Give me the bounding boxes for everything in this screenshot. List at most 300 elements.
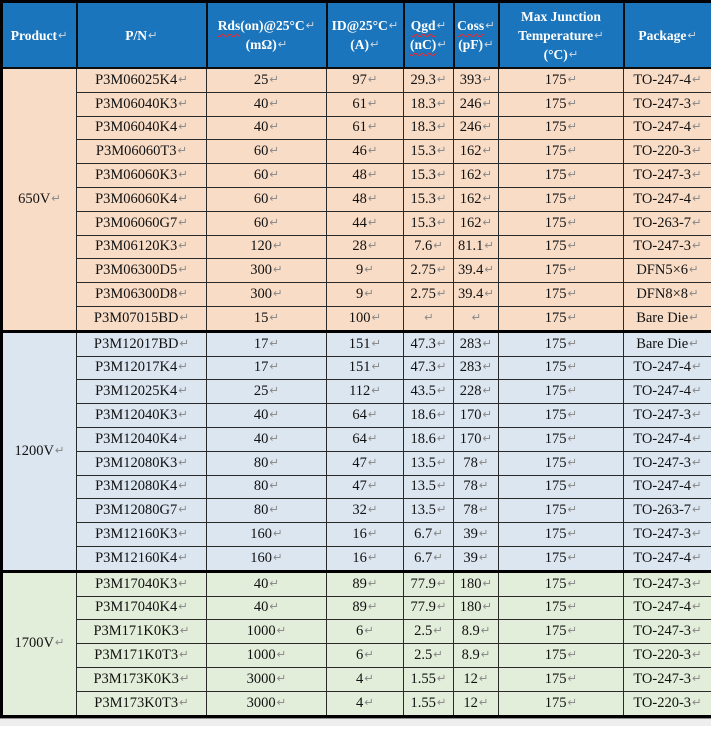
cell-coss xyxy=(454,451,499,475)
return-mark-icon: ↵ xyxy=(364,623,374,638)
cell-value: 170 xyxy=(459,430,482,447)
return-mark-icon: ↵ xyxy=(692,454,702,469)
cell-pn xyxy=(77,259,207,283)
cell-value: 151 xyxy=(348,335,371,352)
column-header-rds xyxy=(207,2,327,69)
return-mark-icon: ↵ xyxy=(269,359,280,374)
return-mark-icon: ↵ xyxy=(567,383,578,398)
return-mark-icon: ↵ xyxy=(436,383,447,398)
cell-value: 46 xyxy=(352,143,367,160)
cell-value: 120 xyxy=(250,238,273,255)
cell-package xyxy=(624,331,711,356)
return-mark-icon: ↵ xyxy=(276,670,287,685)
return-mark-icon: ↵ xyxy=(567,623,578,638)
cell-value: 175 xyxy=(544,309,567,326)
cell-value: TO-247-4 xyxy=(633,549,692,566)
cell-value: 112 xyxy=(349,383,371,400)
header-text: (A) xyxy=(350,37,370,52)
cell-value: 39 xyxy=(463,549,478,566)
return-mark-icon: ↵ xyxy=(178,575,188,590)
cell-temp xyxy=(499,451,624,475)
return-mark-icon: ↵ xyxy=(433,623,443,638)
cell-value: 32 xyxy=(352,502,367,519)
cell-rds xyxy=(207,306,327,331)
cell-value: 170 xyxy=(459,407,482,424)
table-row xyxy=(2,380,711,404)
cell-value: DFN8×8 xyxy=(636,286,689,303)
return-mark-icon: ↵ xyxy=(692,143,702,158)
cell-package xyxy=(624,235,711,259)
header-text: Temperature xyxy=(518,27,594,43)
cell-rds xyxy=(207,211,327,235)
product-group-label: 1700V xyxy=(14,635,54,652)
cell-value: 175 xyxy=(544,71,567,88)
return-mark-icon: ↵ xyxy=(269,478,280,493)
return-mark-icon: ↵ xyxy=(436,95,447,110)
cell-value: 40 xyxy=(253,430,269,447)
cell-temp xyxy=(499,596,624,620)
cell-package xyxy=(624,691,711,716)
cell-temp xyxy=(499,211,624,235)
return-mark-icon: ↵ xyxy=(692,670,702,685)
cell-value: 175 xyxy=(544,143,567,160)
cell-value: 175 xyxy=(544,286,567,303)
cell-package xyxy=(624,404,711,428)
spellcheck-underlined-text: Rds xyxy=(217,18,241,33)
cell-coss xyxy=(454,499,499,523)
cell-value: 40 xyxy=(253,575,269,592)
return-mark-icon: ↵ xyxy=(692,407,702,422)
cell-pn xyxy=(77,356,207,380)
cell-value: TO-247-4 xyxy=(633,190,692,207)
cell-value: P3M07015BD xyxy=(93,309,179,326)
return-mark-icon: ↵ xyxy=(567,454,578,469)
return-mark-icon: ↵ xyxy=(269,309,280,324)
return-mark-icon: ↵ xyxy=(692,502,702,517)
cell-coss xyxy=(454,283,499,307)
cell-rds xyxy=(207,475,327,499)
return-mark-icon: ↵ xyxy=(567,190,578,205)
cell-coss xyxy=(454,211,499,235)
return-mark-icon: ↵ xyxy=(482,407,493,422)
cell-idcur xyxy=(327,380,404,404)
cell-qgd xyxy=(404,667,454,691)
return-mark-icon: ↵ xyxy=(367,407,378,422)
cell-pn xyxy=(77,499,207,523)
cell-coss xyxy=(454,667,499,691)
cell-value: 175 xyxy=(544,238,567,255)
cell-value: 39 xyxy=(463,526,478,543)
cell-value: 78 xyxy=(463,454,478,471)
cell-temp xyxy=(499,68,624,92)
cell-idcur xyxy=(327,356,404,380)
return-mark-icon: ↵ xyxy=(367,71,378,86)
header-row xyxy=(2,2,711,69)
return-mark-icon: ↵ xyxy=(567,599,578,614)
cell-coss xyxy=(454,596,499,620)
return-mark-icon: ↵ xyxy=(276,647,287,662)
table-row xyxy=(2,235,711,259)
return-mark-icon: ↵ xyxy=(436,478,447,493)
return-mark-icon: ↵ xyxy=(388,18,399,32)
return-mark-icon: ↵ xyxy=(178,119,188,134)
cell-value: 6.7 xyxy=(414,526,433,543)
header-line xyxy=(456,35,497,54)
cell-qgd xyxy=(404,164,454,188)
return-mark-icon: ↵ xyxy=(148,27,158,42)
cell-coss xyxy=(454,571,499,596)
table-body xyxy=(2,68,711,716)
cell-value: 44 xyxy=(352,214,367,231)
cell-value: P3M12160K4 xyxy=(95,549,178,566)
return-mark-icon: ↵ xyxy=(689,286,699,301)
cell-value: P3M06060T3 xyxy=(95,143,177,160)
return-mark-icon: ↵ xyxy=(478,502,489,517)
return-mark-icon: ↵ xyxy=(692,71,702,86)
cell-pn xyxy=(77,380,207,404)
return-mark-icon: ↵ xyxy=(436,143,447,158)
return-mark-icon: ↵ xyxy=(482,359,493,374)
return-mark-icon: ↵ xyxy=(567,335,578,350)
cell-value: TO-247-3 xyxy=(633,454,692,471)
cell-value: 25 xyxy=(253,71,269,88)
return-mark-icon: ↵ xyxy=(433,526,443,541)
cell-value: P3M06025K4 xyxy=(95,71,178,88)
cell-value: 18.3 xyxy=(410,95,436,112)
return-mark-icon: ↵ xyxy=(178,478,188,493)
cell-rds xyxy=(207,571,327,596)
return-mark-icon: ↵ xyxy=(567,262,578,277)
cell-qgd xyxy=(404,523,454,547)
cell-idcur xyxy=(327,116,404,140)
cell-value: P3M12017BD xyxy=(93,335,179,352)
cell-pn xyxy=(77,427,207,451)
cell-temp xyxy=(499,116,624,140)
cell-rds xyxy=(207,499,327,523)
return-mark-icon: ↵ xyxy=(478,454,489,469)
cell-coss xyxy=(454,427,499,451)
cell-value: P3M06300D8 xyxy=(95,286,178,303)
return-mark-icon: ↵ xyxy=(433,238,443,253)
cell-value: 4 xyxy=(356,670,364,687)
return-mark-icon: ↵ xyxy=(364,670,374,685)
cell-coss xyxy=(454,404,499,428)
table-row xyxy=(2,404,711,428)
cell-value: 3000 xyxy=(246,670,276,687)
cell-idcur xyxy=(327,571,404,596)
cell-temp xyxy=(499,546,624,571)
return-mark-icon: ↵ xyxy=(692,623,702,638)
cell-value: 175 xyxy=(544,167,567,184)
cell-idcur xyxy=(327,620,404,644)
cell-rds xyxy=(207,187,327,211)
return-mark-icon: ↵ xyxy=(178,286,188,301)
cell-temp xyxy=(499,571,624,596)
cell-temp xyxy=(499,691,624,716)
return-mark-icon: ↵ xyxy=(179,694,189,709)
cell-coss xyxy=(454,140,499,164)
cell-value: 9 xyxy=(356,286,364,303)
cell-value: 17 xyxy=(253,335,269,352)
table-row xyxy=(2,523,711,547)
cell-value: 39.4 xyxy=(457,262,484,279)
cell-temp xyxy=(499,523,624,547)
cell-rds xyxy=(207,140,327,164)
cell-rds xyxy=(207,644,327,668)
cell-qgd xyxy=(404,68,454,92)
cell-value: 175 xyxy=(544,670,567,687)
cell-qgd xyxy=(404,691,454,716)
cell-value: TO-220-3 xyxy=(633,647,692,664)
cell-coss xyxy=(454,116,499,140)
page-bottom-strip xyxy=(0,718,711,726)
cell-value: 6 xyxy=(356,623,364,640)
cell-rds xyxy=(207,92,327,116)
cell-qgd xyxy=(404,116,454,140)
return-mark-icon: ↵ xyxy=(364,262,374,277)
header-text: Package xyxy=(638,27,687,43)
cell-value: 1.55 xyxy=(410,694,436,711)
cell-value: 283 xyxy=(459,335,482,352)
cell-coss xyxy=(454,68,499,92)
cell-value: 48 xyxy=(352,190,367,207)
return-mark-icon: ↵ xyxy=(692,238,702,253)
cell-coss xyxy=(454,331,499,356)
cell-value: 8.9 xyxy=(461,647,480,664)
cell-value: 89 xyxy=(352,599,367,616)
cell-value: Bare Die xyxy=(636,335,689,352)
return-mark-icon: ↵ xyxy=(567,71,578,86)
cell-value: 162 xyxy=(459,190,482,207)
cell-package xyxy=(624,546,711,571)
return-mark-icon: ↵ xyxy=(689,335,699,350)
cell-qgd xyxy=(404,427,454,451)
column-header-idcur xyxy=(327,2,404,69)
cell-temp xyxy=(499,620,624,644)
return-mark-icon: ↵ xyxy=(179,670,190,685)
return-mark-icon: ↵ xyxy=(484,37,494,51)
return-mark-icon: ↵ xyxy=(482,214,493,229)
cell-value: 47 xyxy=(352,478,367,495)
cell-pn xyxy=(77,571,207,596)
cell-value: 283 xyxy=(459,359,482,376)
cell-idcur xyxy=(327,331,404,356)
cell-qgd xyxy=(404,356,454,380)
column-header-package xyxy=(624,2,711,69)
return-mark-icon: ↵ xyxy=(567,286,578,301)
return-mark-icon: ↵ xyxy=(692,430,702,445)
table-row xyxy=(2,259,711,283)
cell-pn xyxy=(77,140,207,164)
cell-value: P3M12040K3 xyxy=(95,407,178,424)
product-group-label: 1200V xyxy=(14,442,54,459)
table-row xyxy=(2,667,711,691)
cell-temp xyxy=(499,140,624,164)
return-mark-icon: ↵ xyxy=(54,442,65,457)
cell-rds xyxy=(207,68,327,92)
return-mark-icon: ↵ xyxy=(178,214,188,229)
cell-value: 97 xyxy=(352,71,367,88)
cell-value: 175 xyxy=(544,526,567,543)
header-line xyxy=(406,35,452,54)
cell-value: TO-247-4 xyxy=(633,478,692,495)
cell-temp xyxy=(499,427,624,451)
cell-value: 175 xyxy=(544,407,567,424)
cell-rds xyxy=(207,546,327,571)
cell-value: 175 xyxy=(544,119,567,136)
spellcheck-underlined-text: (nC) xyxy=(410,37,437,52)
return-mark-icon: ↵ xyxy=(179,309,190,324)
cell-qgd xyxy=(404,546,454,571)
cell-value: 175 xyxy=(544,575,567,592)
return-mark-icon: ↵ xyxy=(484,238,494,253)
return-mark-icon: ↵ xyxy=(478,549,489,564)
cell-value: 13.5 xyxy=(410,454,436,471)
cell-value: TO-247-3 xyxy=(633,238,692,255)
table-row xyxy=(2,691,711,716)
return-mark-icon: ↵ xyxy=(273,549,283,564)
return-mark-icon: ↵ xyxy=(273,526,283,541)
header-text: (on)@25°C xyxy=(240,18,305,33)
cell-temp xyxy=(499,644,624,668)
cell-idcur xyxy=(327,140,404,164)
cell-package xyxy=(624,523,711,547)
cell-value: 175 xyxy=(544,647,567,664)
cell-temp xyxy=(499,164,624,188)
cell-coss xyxy=(454,164,499,188)
cell-value: 80 xyxy=(253,478,269,495)
cell-value: P3M06120K3 xyxy=(95,238,178,255)
return-mark-icon: ↵ xyxy=(178,71,188,86)
return-mark-icon: ↵ xyxy=(692,647,702,662)
cell-value: P3M12080K3 xyxy=(95,454,178,471)
return-mark-icon: ↵ xyxy=(692,526,702,541)
cell-value: 18.6 xyxy=(410,407,436,424)
cell-qgd xyxy=(404,283,454,307)
cell-pn xyxy=(77,523,207,547)
cell-package xyxy=(624,475,711,499)
cell-value: 2.75 xyxy=(410,286,436,303)
cell-value: 15.3 xyxy=(410,190,436,207)
table-row xyxy=(2,571,711,596)
cell-pn xyxy=(77,187,207,211)
cell-temp xyxy=(499,187,624,211)
cell-value: 60 xyxy=(253,190,269,207)
return-mark-icon: ↵ xyxy=(436,286,447,301)
cell-value: P3M12040K4 xyxy=(95,430,178,447)
header-text: Max Junction xyxy=(521,8,601,24)
return-mark-icon: ↵ xyxy=(269,599,280,614)
cell-rds xyxy=(207,451,327,475)
cell-rds xyxy=(207,356,327,380)
return-mark-icon: ↵ xyxy=(178,502,188,517)
return-mark-icon: ↵ xyxy=(367,238,378,253)
cell-rds xyxy=(207,523,327,547)
cell-idcur xyxy=(327,404,404,428)
return-mark-icon: ↵ xyxy=(58,27,68,42)
cell-rds xyxy=(207,596,327,620)
cell-qgd xyxy=(404,644,454,668)
header-text: (pF) xyxy=(458,37,484,52)
cell-package xyxy=(624,451,711,475)
return-mark-icon: ↵ xyxy=(178,599,188,614)
return-mark-icon: ↵ xyxy=(482,71,493,86)
return-mark-icon: ↵ xyxy=(687,27,698,42)
return-mark-icon: ↵ xyxy=(692,190,702,205)
return-mark-icon: ↵ xyxy=(567,238,578,253)
return-mark-icon: ↵ xyxy=(424,309,434,324)
return-mark-icon: ↵ xyxy=(436,119,447,134)
cell-value: 2.5 xyxy=(414,623,433,640)
cell-qgd xyxy=(404,306,454,331)
return-mark-icon: ↵ xyxy=(367,502,378,517)
cell-rds xyxy=(207,259,327,283)
header-line xyxy=(626,26,711,45)
cell-value: 175 xyxy=(544,478,567,495)
return-mark-icon: ↵ xyxy=(178,359,188,374)
cell-idcur xyxy=(327,475,404,499)
cell-value: 175 xyxy=(544,262,567,279)
cell-temp xyxy=(499,667,624,691)
return-mark-icon: ↵ xyxy=(367,214,378,229)
cell-value: 246 xyxy=(459,95,482,112)
cell-qgd xyxy=(404,451,454,475)
cell-package xyxy=(624,427,711,451)
return-mark-icon: ↵ xyxy=(567,143,578,158)
cell-qgd xyxy=(404,499,454,523)
cell-temp xyxy=(499,259,624,283)
return-mark-icon: ↵ xyxy=(269,71,280,86)
return-mark-icon: ↵ xyxy=(276,694,287,709)
cell-value: 16 xyxy=(352,549,367,566)
table-row xyxy=(2,451,711,475)
cell-value: TO-247-4 xyxy=(633,599,692,616)
cell-value: 40 xyxy=(253,95,269,112)
cell-value: 175 xyxy=(544,335,567,352)
cell-coss xyxy=(454,92,499,116)
table-row xyxy=(2,164,711,188)
cell-value: P3M173K0K3 xyxy=(93,670,179,687)
cell-rds xyxy=(207,283,327,307)
return-mark-icon: ↵ xyxy=(367,430,378,445)
cell-qgd xyxy=(404,259,454,283)
cell-value: P3M171K0T3 xyxy=(94,647,179,664)
cell-idcur xyxy=(327,499,404,523)
return-mark-icon: ↵ xyxy=(436,262,447,277)
cell-value: 160 xyxy=(250,549,273,566)
return-mark-icon: ↵ xyxy=(436,190,447,205)
spellcheck-underlined-text: Qgd xyxy=(410,18,436,33)
return-mark-icon: ↵ xyxy=(436,454,447,469)
cell-value: 175 xyxy=(544,430,567,447)
cell-rds xyxy=(207,620,327,644)
return-mark-icon: ↵ xyxy=(371,383,381,398)
cell-value: 162 xyxy=(459,143,482,160)
cell-qgd xyxy=(404,187,454,211)
return-mark-icon: ↵ xyxy=(367,119,378,134)
product-group-cell xyxy=(2,331,77,571)
cell-value: TO-263-7 xyxy=(633,214,692,231)
cell-value: P3M06300D5 xyxy=(95,262,178,279)
cell-value: P3M171K0K3 xyxy=(93,623,179,640)
cell-value: 6 xyxy=(356,647,364,664)
cell-pn xyxy=(77,404,207,428)
return-mark-icon: ↵ xyxy=(692,575,702,590)
cell-value: 39.4 xyxy=(457,286,484,303)
cell-temp xyxy=(499,331,624,356)
cell-idcur xyxy=(327,427,404,451)
cell-pn xyxy=(77,596,207,620)
